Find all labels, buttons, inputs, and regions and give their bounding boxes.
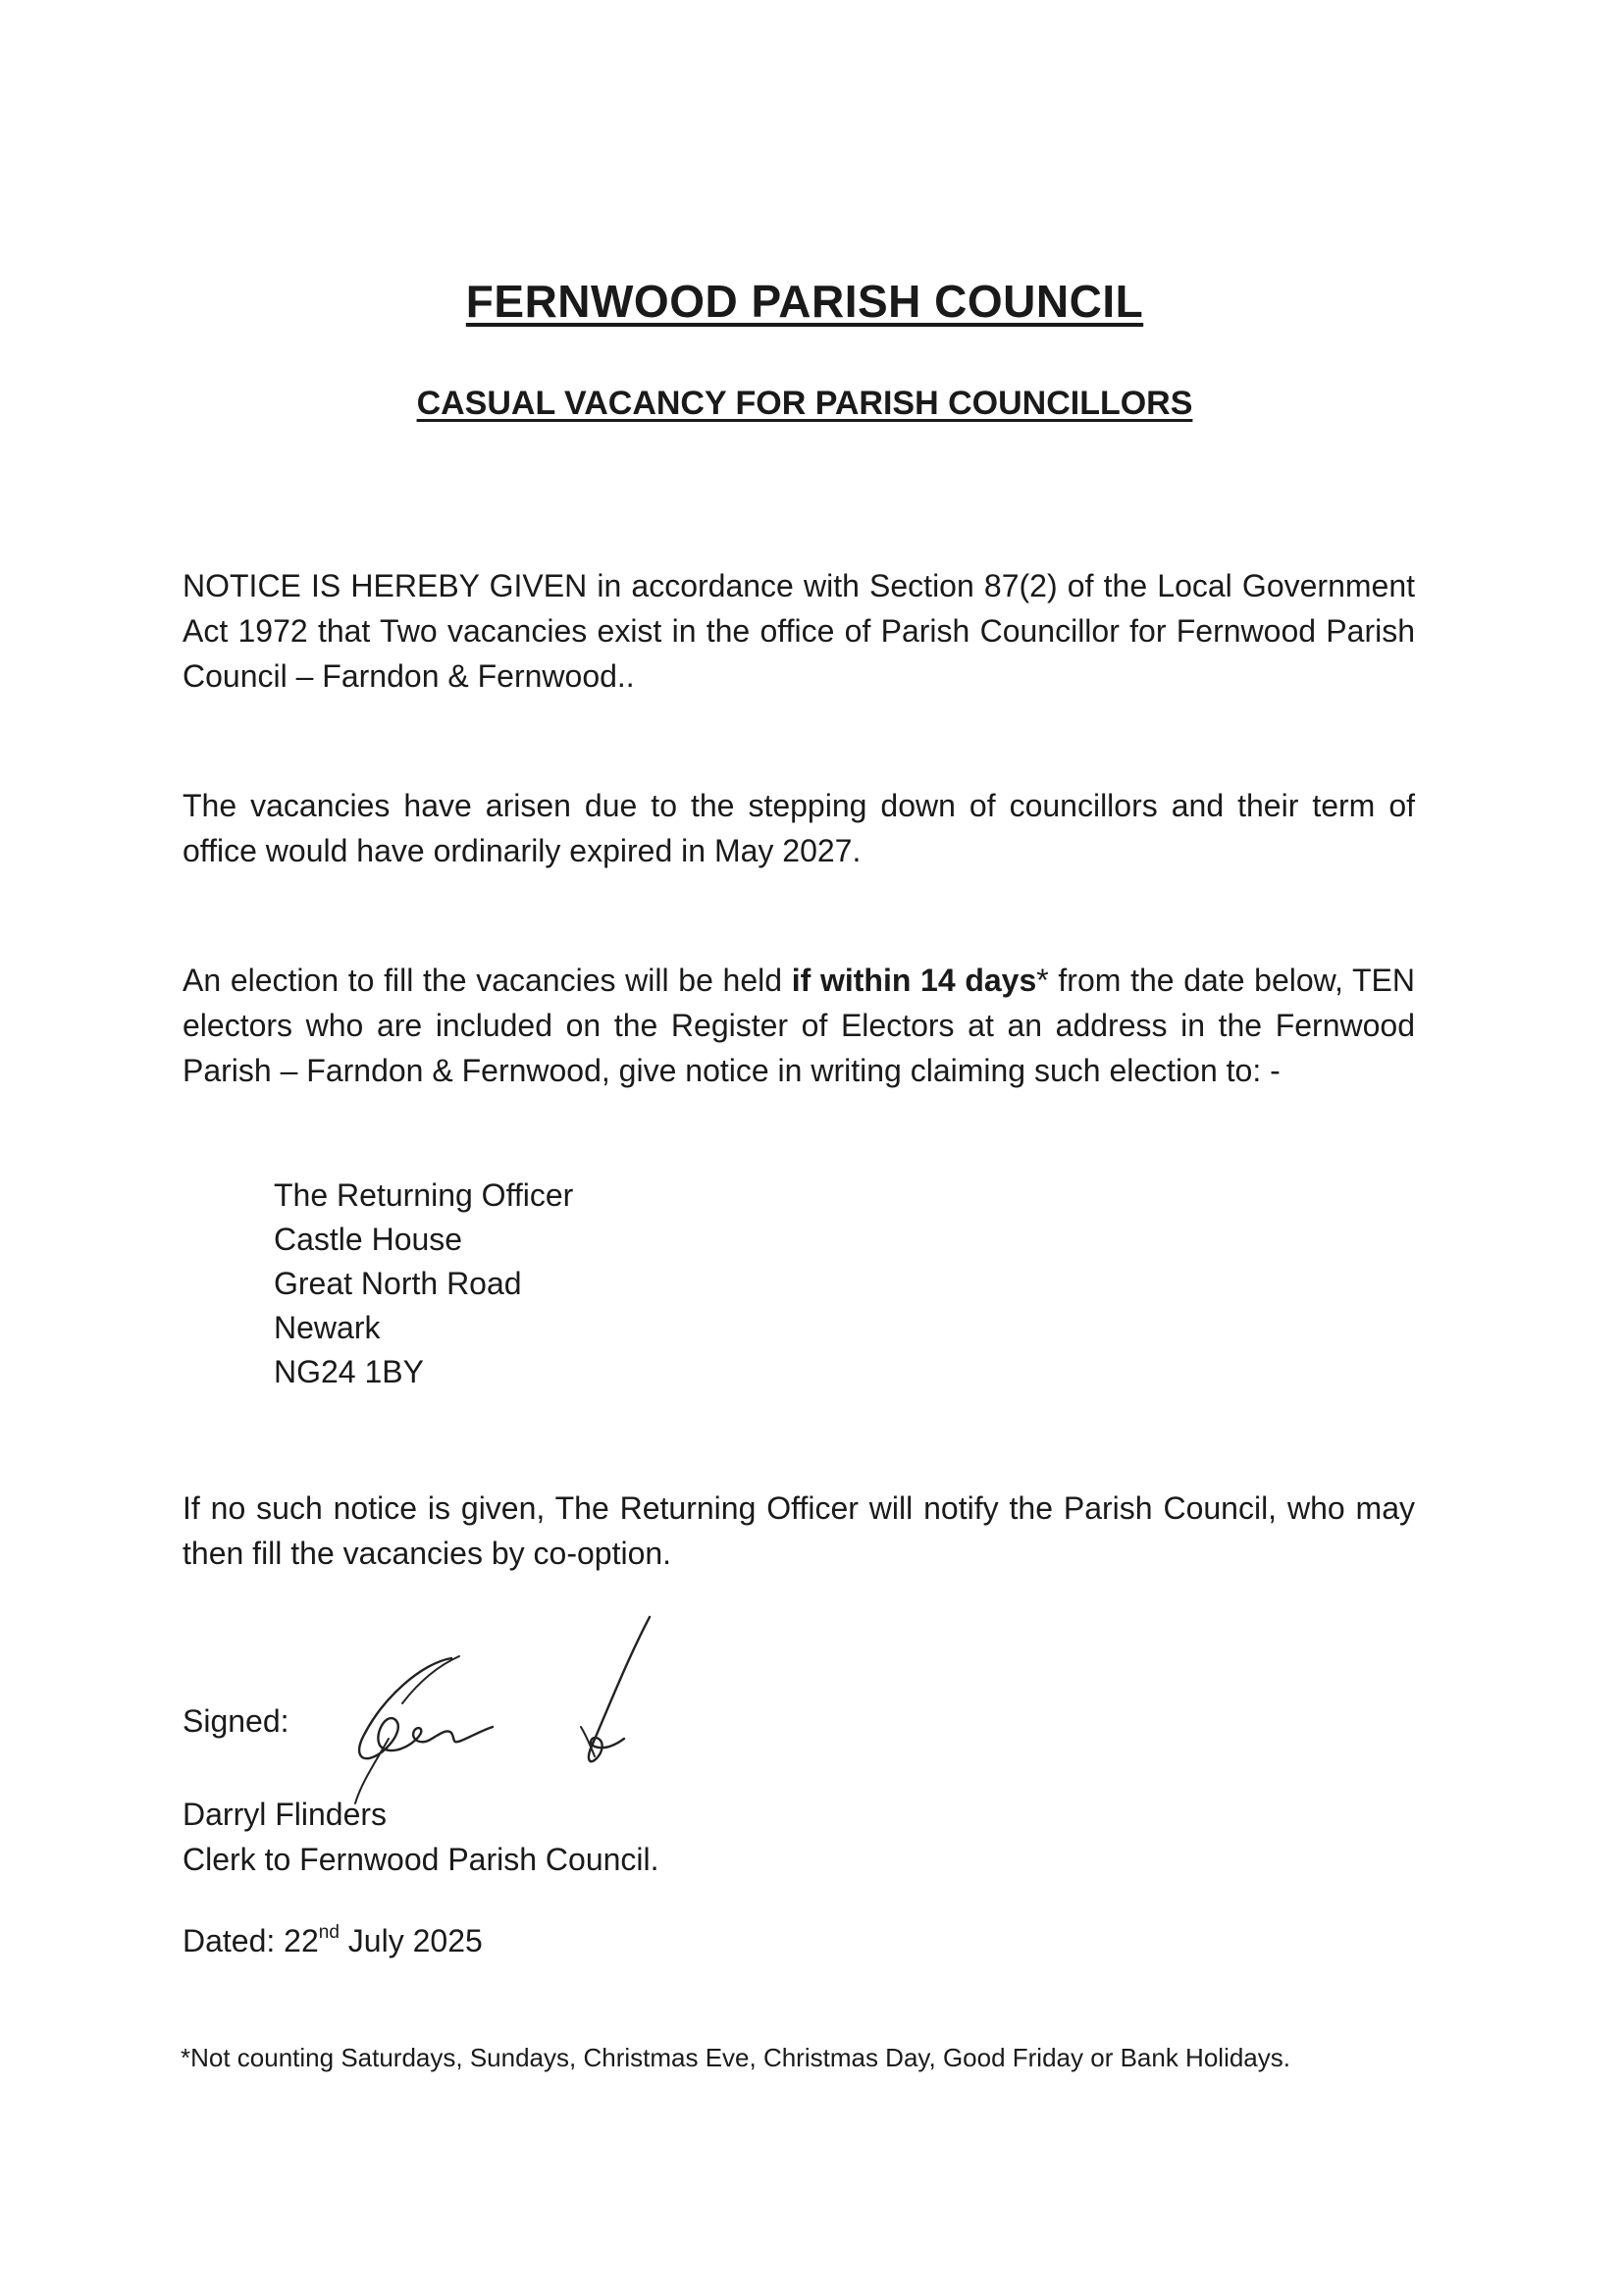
dated-suffix: July 2025 — [339, 1923, 483, 1958]
page-title: FERNWOOD PARISH COUNCIL — [465, 276, 1144, 327]
vacancy-reason-paragraph: The vacancies have arisen due to the stepping down of councillors and their term of office would have ordinarily expired in May 2027. — [183, 788, 1415, 868]
signer-block — [183, 1792, 659, 1882]
co-option-paragraph: If no such notice is given, The Returning Officer will notify the Parish Council, who may then fill the vacancies by co-option. — [183, 1490, 1415, 1571]
election-text-start: An election to fill the vacancies will be held — [183, 963, 792, 998]
handwritten-signature — [304, 1609, 657, 1805]
dated-prefix: Dated: 22 — [183, 1923, 319, 1958]
address-line-4: Newark — [274, 1310, 381, 1345]
address-line-3: Great North Road — [274, 1266, 522, 1301]
signer-role: Clerk to Fernwood Parish Council. — [183, 1842, 659, 1877]
address-postcode: NG24 1BY — [274, 1354, 424, 1389]
footnote: *Not counting Saturdays, Sundays, Christmas Eve, Christmas Day, Good Friday or Bank Holidays. — [181, 2043, 1290, 2072]
returning-officer-address — [274, 1174, 573, 1394]
signed-label: Signed: — [183, 1703, 289, 1739]
election-deadline-bold: if within 14 days — [791, 963, 1037, 998]
election-paragraph — [183, 958, 1415, 1093]
election-text-end: * from the date below, TEN electors who are included on the Register of Electors at an address in the Fernwood Parish – Farndon & Fernwood, give notice in writing claiming such election to: - — [183, 963, 1416, 1088]
signer-name: Darryl Flinders — [183, 1797, 388, 1832]
address-line-2: Castle House — [274, 1222, 463, 1257]
page-subtitle: CASUAL VACANCY FOR PARISH COUNCILLORS — [416, 385, 1193, 422]
dated-line — [183, 1923, 483, 1959]
notice-paragraph: NOTICE IS HEREBY GIVEN in accordance with Section 87(2) of the Local Government Act 1972 that Two vacancies exist in the office of Parish Councillor for Fernwood Parish Council – Farndon & Fernwood.. — [183, 568, 1415, 694]
dated-ordinal: nd — [318, 1922, 340, 1943]
address-line-1: The Returning Officer — [274, 1177, 574, 1213]
